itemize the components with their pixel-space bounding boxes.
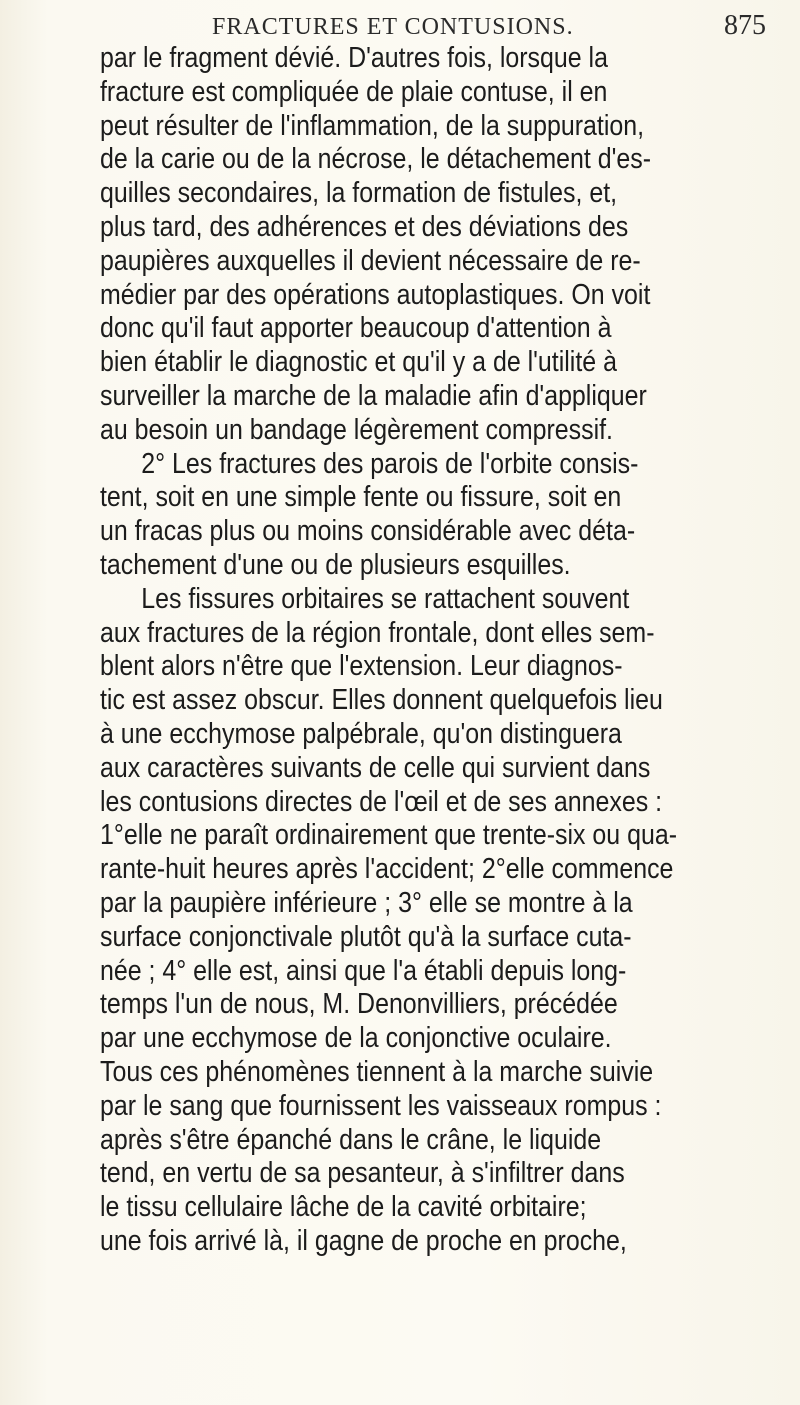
text-line: aux caractères suivants de celle qui survient dans [100, 751, 651, 784]
text-line: temps l'un de nous, M. Denonvilliers, précédée [100, 988, 618, 1021]
text-line: surveiller la marche de la maladie afin d'appliquer [100, 379, 647, 412]
text-line: plus tard, des adhérences et des déviations des [100, 210, 629, 243]
text-line: aux fractures de la région frontale, dont elles sem- [100, 616, 655, 649]
text-line: tic est assez obscur. Elles donnent quelquefois lieu [100, 684, 663, 717]
text-line: quilles secondaires, la formation de fistules, et, [100, 177, 618, 210]
text-line: par le fragment dévié. D'autres fois, lorsque la [100, 42, 608, 74]
text-line: tend, en vertu de sa pesanteur, à s'infiltrer dans [100, 1157, 625, 1190]
text-line: née ; 4° elle est, ainsi que l'a établi depuis long- [100, 954, 627, 987]
text-line: bien établir le diagnostic et qu'il y a de l'utilité à [100, 346, 617, 379]
text-line: tachement d'une ou de plusieurs esquilles. [100, 548, 571, 581]
body-text [100, 42, 779, 1259]
text-line: après s'être épanché dans le crâne, le liquide [100, 1123, 602, 1156]
text-line: médier par des opérations autoplastiques. On voit [100, 278, 651, 311]
text-line: peut résulter de l'inflammation, de la suppuration, [100, 109, 645, 142]
text-line: Tous ces phénomènes tiennent à la marche suivie [100, 1055, 654, 1088]
text-line: le tissu cellulaire lâche de la cavité orbitaire; [100, 1191, 587, 1224]
text-line: un fracas plus ou moins considérable avec déta- [100, 515, 636, 548]
text-line: par le sang que fournissent les vaisseaux rompus : [100, 1089, 662, 1122]
text-line: une fois arrivé là, il gagne de proche en proche, [100, 1224, 627, 1257]
text-line: de la carie ou de la nécrose, le détachement d'es- [100, 143, 652, 176]
text-line: fracture est compliquée de plaie contuse, il en [100, 75, 608, 108]
text-line: rante-huit heures après l'accident; 2°elle commence [100, 853, 674, 886]
page-header [212, 6, 772, 40]
text-line: blent alors n'être que l'extension. Leur diagnos- [100, 650, 623, 683]
text-line: 1°elle ne paraît ordinairement que trente-six ou qua- [100, 819, 678, 852]
text-line: par une ecchymose de la conjonctive oculaire. [100, 1022, 612, 1055]
text-line: donc qu'il faut apporter beaucoup d'attention à [100, 312, 612, 345]
page-number: 875 [724, 10, 766, 41]
text-line: au besoin un bandage légèrement compressif. [100, 413, 613, 446]
text-line: surface conjonctivale plutôt qu'à la surface cuta- [100, 920, 632, 953]
text-line: tent, soit en une simple fente ou fissure, soit en [100, 481, 622, 514]
running-title: FRACTURES ET CONTUSIONS. [212, 14, 574, 40]
text-line: à une ecchymose palpébrale, qu'on distinguera [100, 717, 622, 750]
paragraph-start-line: 2° Les fractures des parois de l'orbite consis- [141, 447, 639, 480]
paragraph-start-line: Les fissures orbitaires se rattachent souvent [141, 582, 630, 615]
text-line: par la paupière inférieure ; 3° elle se montre à la [100, 886, 633, 919]
text-line: les contusions directes de l'œil et de ses annexes : [100, 785, 663, 818]
text-line: paupières auxquelles il devient nécessaire de re- [100, 244, 641, 277]
